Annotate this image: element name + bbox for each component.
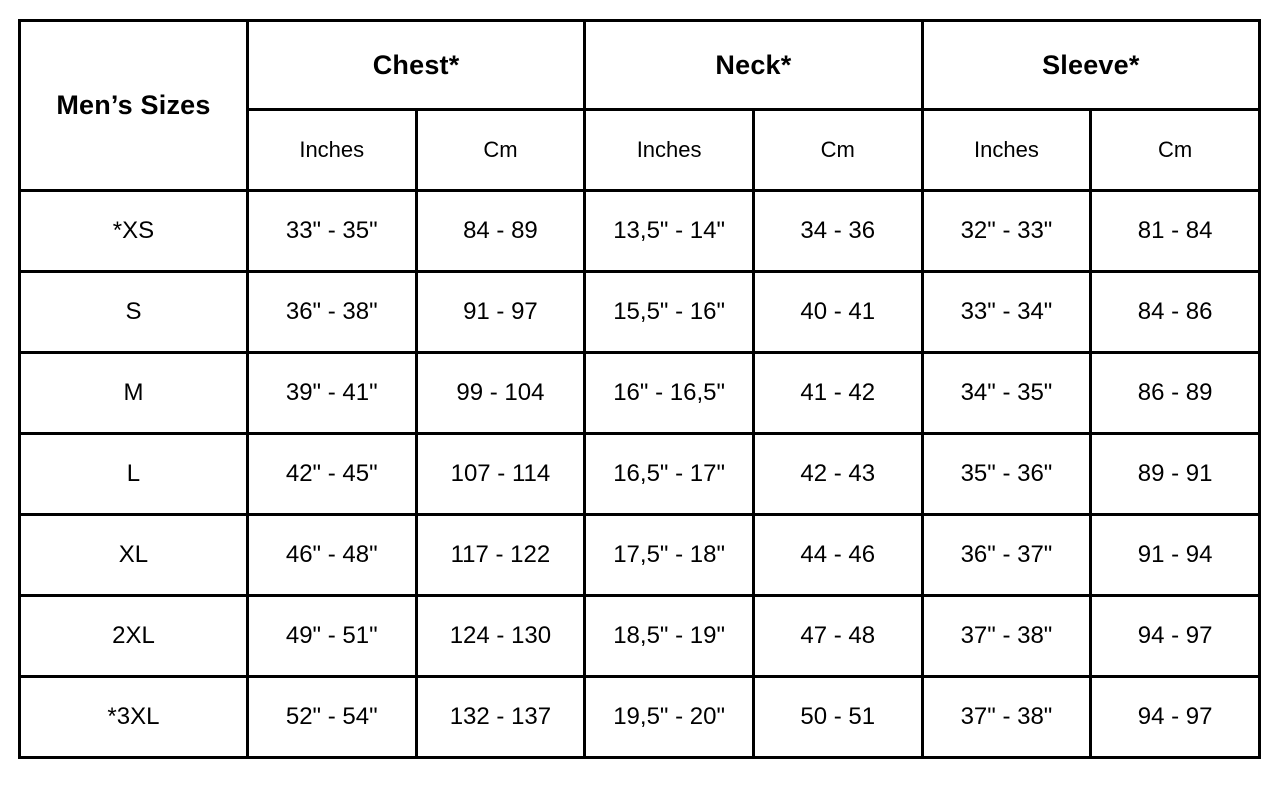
cell-neck-inches: 13,5" - 14" [585, 191, 754, 272]
cell-chest-inches: 46" - 48" [247, 515, 416, 596]
header-neck-inches: Inches [585, 110, 754, 191]
cell-neck-cm: 41 - 42 [753, 353, 922, 434]
cell-neck-inches: 19,5" - 20" [585, 677, 754, 758]
cell-sleeve-inches: 35" - 36" [922, 434, 1091, 515]
table-row [20, 272, 1260, 353]
cell-sleeve-inches: 32" - 33" [922, 191, 1091, 272]
cell-neck-inches: 16,5" - 17" [585, 434, 754, 515]
header-neck-cm: Cm [753, 110, 922, 191]
cell-chest-inches: 33" - 35" [247, 191, 416, 272]
cell-chest-cm: 124 - 130 [416, 596, 585, 677]
cell-size: XL [20, 515, 248, 596]
table-row [20, 191, 1260, 272]
cell-sleeve-inches: 36" - 37" [922, 515, 1091, 596]
table-row [20, 596, 1260, 677]
header-mens-sizes: Men’s Sizes [20, 21, 248, 191]
cell-sleeve-cm: 81 - 84 [1091, 191, 1260, 272]
table-row [20, 515, 1260, 596]
cell-neck-cm: 40 - 41 [753, 272, 922, 353]
cell-chest-cm: 107 - 114 [416, 434, 585, 515]
header-neck: Neck* [585, 21, 922, 110]
cell-neck-inches: 18,5" - 19" [585, 596, 754, 677]
cell-chest-inches: 39" - 41" [247, 353, 416, 434]
header-chest-cm: Cm [416, 110, 585, 191]
cell-size: *XS [20, 191, 248, 272]
cell-chest-inches: 42" - 45" [247, 434, 416, 515]
cell-neck-cm: 50 - 51 [753, 677, 922, 758]
header-sleeve-inches: Inches [922, 110, 1091, 191]
cell-chest-cm: 117 - 122 [416, 515, 585, 596]
cell-sleeve-cm: 89 - 91 [1091, 434, 1260, 515]
cell-sleeve-cm: 94 - 97 [1091, 596, 1260, 677]
cell-chest-inches: 52" - 54" [247, 677, 416, 758]
cell-neck-inches: 16" - 16,5" [585, 353, 754, 434]
cell-sleeve-cm: 86 - 89 [1091, 353, 1260, 434]
header-sleeve-cm: Cm [1091, 110, 1260, 191]
cell-neck-inches: 17,5" - 18" [585, 515, 754, 596]
table-row [20, 434, 1260, 515]
cell-chest-inches: 49" - 51" [247, 596, 416, 677]
cell-chest-inches: 36" - 38" [247, 272, 416, 353]
cell-sleeve-cm: 91 - 94 [1091, 515, 1260, 596]
cell-neck-cm: 47 - 48 [753, 596, 922, 677]
header-sleeve: Sleeve* [922, 21, 1259, 110]
cell-chest-cm: 84 - 89 [416, 191, 585, 272]
header-chest-inches: Inches [247, 110, 416, 191]
cell-chest-cm: 99 - 104 [416, 353, 585, 434]
cell-chest-cm: 91 - 97 [416, 272, 585, 353]
cell-size: *3XL [20, 677, 248, 758]
mens-size-chart-table [18, 19, 1261, 759]
table-row [20, 353, 1260, 434]
cell-neck-cm: 34 - 36 [753, 191, 922, 272]
cell-sleeve-inches: 34" - 35" [922, 353, 1091, 434]
table-header-group-row [20, 21, 1260, 110]
cell-neck-cm: 42 - 43 [753, 434, 922, 515]
cell-neck-cm: 44 - 46 [753, 515, 922, 596]
cell-sleeve-inches: 37" - 38" [922, 677, 1091, 758]
cell-size: M [20, 353, 248, 434]
header-chest: Chest* [247, 21, 584, 110]
cell-neck-inches: 15,5" - 16" [585, 272, 754, 353]
cell-size: 2XL [20, 596, 248, 677]
cell-sleeve-inches: 37" - 38" [922, 596, 1091, 677]
cell-chest-cm: 132 - 137 [416, 677, 585, 758]
cell-size: S [20, 272, 248, 353]
table-row [20, 677, 1260, 758]
cell-size: L [20, 434, 248, 515]
cell-sleeve-cm: 94 - 97 [1091, 677, 1260, 758]
cell-sleeve-inches: 33" - 34" [922, 272, 1091, 353]
cell-sleeve-cm: 84 - 86 [1091, 272, 1260, 353]
